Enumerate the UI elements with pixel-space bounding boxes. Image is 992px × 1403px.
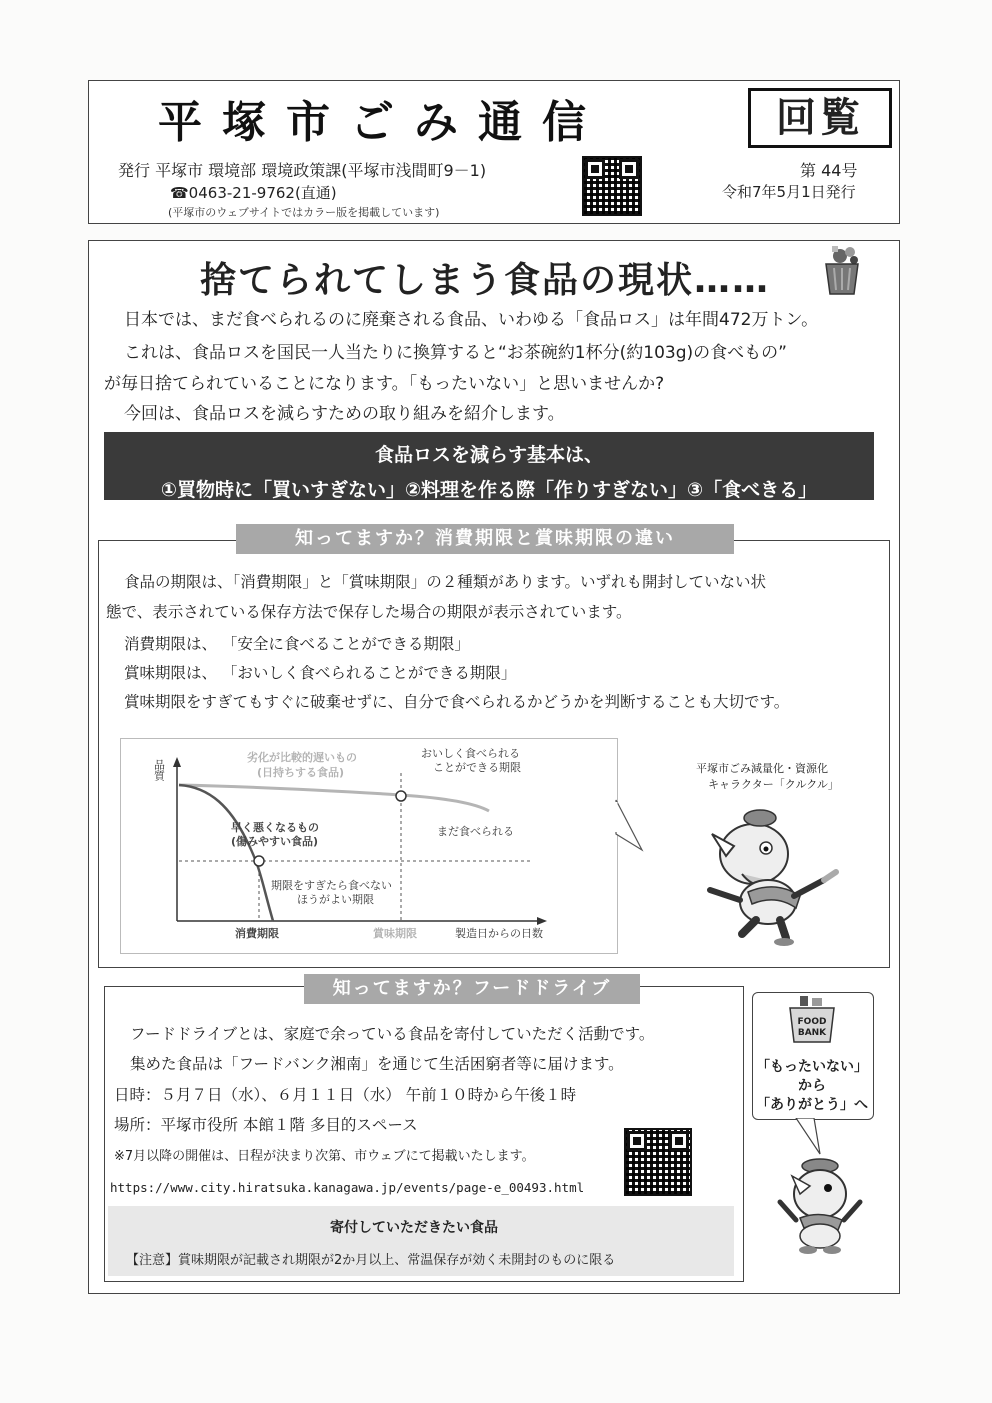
expiry-chart (120, 738, 618, 954)
character-caption: キャラクター「クルクル」 (708, 778, 839, 791)
character-caption: 平塚市ごみ減量化・資源化 (696, 762, 828, 775)
use-by-annotation: 期限をすぎたら食べない (271, 879, 392, 892)
issue-number: 第 44号 (800, 161, 858, 180)
fast-decay-series (179, 785, 273, 921)
food-bank-label: BANK (797, 1028, 827, 1038)
expiry-line: 態で、表示されている保存方法で保存した場合の期限が表示されています。 (106, 603, 632, 621)
donation-table-title: 寄付していただきたい食品 (330, 1220, 498, 1236)
slogan-line: 「もったいない」 (756, 1059, 868, 1075)
slogan-line: 「ありがとう」へ (756, 1097, 868, 1113)
x-axis-label: 製造日からの日数 (455, 927, 543, 940)
rhino-mascot-small-icon (770, 1140, 870, 1258)
phone-number: ☎0463-21-9762(直通) (170, 184, 337, 202)
intro-line: 日本では、まだ食べられるのに廃棄される食品、いわゆる「食品ロス」は年間472万トン。 (124, 310, 819, 330)
series-label-slow: 劣化が比較的遅いもの (247, 751, 357, 764)
banner-line: 食品ロスを減らす基本は、 (374, 444, 603, 466)
expiry-line: 賞味期限は、 「おいしく食べられることができる期限」 (124, 664, 517, 682)
x-tick-label: 消費期限 (235, 927, 279, 940)
newsletter-title: 平塚市ごみ通信 (158, 97, 606, 148)
slogan-line: から (798, 1078, 826, 1094)
chart-svg (121, 739, 617, 953)
expiry-line: 賞味期限をすぎてもすぐに破棄せずに、自分で食べられるかどうかを判断することも大切です。 (124, 693, 790, 711)
issue-date: 令和7年5月1日発行 (722, 183, 856, 201)
intro-line: これは、食品ロスを国民一人当たりに換算すると“お茶碗約1杯分(約103g)の食べもの” (124, 343, 787, 363)
basics-banner (104, 432, 874, 500)
qr-code-icon[interactable] (624, 1128, 692, 1196)
food-drive-line: 集めた食品は「フードバンク湘南」を通じて生活困窮者等に届けます。 (130, 1055, 624, 1073)
best-before-annotation-sub: ことができる期限 (433, 761, 521, 774)
banner-line: ①買物時に「買いすぎない」②料理を作る際「作りすぎない」③「食べきる」 (160, 479, 818, 501)
use-by-point (254, 856, 264, 866)
schedule-note: ※7月以降の開催は、日程が決まり次第、市ウェブにて掲載いたします。 (114, 1149, 535, 1164)
food-bank-box-icon (784, 994, 840, 1046)
speech-pointer (606, 790, 646, 860)
expiry-line: 食品の期限は、「消費期限」と「賞味期限」の２種類があります。いずれも開封していない状 (124, 573, 767, 591)
food-drive-line: フードドライブとは、家庭で余っている食品を寄付していただく活動です。 (130, 1025, 655, 1043)
event-url-link[interactable]: https://www.city.hiratsuka.kanagawa.jp/events/page-e_00493.html (110, 1180, 585, 1195)
intro-line: が毎日捨てられていることになります。「もったいない」と思いませんか? (104, 374, 665, 394)
use-by-annotation-sub: ほうがよい期限 (297, 893, 374, 906)
food-waste-bin-icon (818, 242, 866, 298)
intro-line: 今回は、食品ロスを減らすための取り組みを紹介します。 (124, 404, 565, 424)
best-before-point (396, 791, 406, 801)
event-place: 場所：平塚市役所 本館１階 多目的スペース (114, 1116, 418, 1134)
donation-note: 【注意】賞味期限が記載され期限が2か月以上、常温保存が効く未開封のものに限る (126, 1253, 616, 1268)
rhino-mascot-icon (676, 796, 846, 946)
x-tick-label: 賞味期限 (373, 927, 417, 940)
circulation-label: 回覧 (748, 88, 892, 148)
web-note: (平塚市のウェブサイトではカラー版を掲載しています) (168, 206, 440, 219)
food-drive-heading: 知ってますか？フードドライブ (304, 974, 640, 1004)
qr-code-icon[interactable] (582, 156, 642, 216)
series-label-fast-sub: (傷みやすい食品) (231, 835, 319, 848)
y-axis-label: 品質 (152, 759, 166, 781)
page-headline: 捨てられてしまう食品の現状…… (200, 260, 771, 301)
food-bank-label: FOOD (797, 1017, 827, 1027)
best-before-annotation: おいしく食べられる (421, 747, 520, 760)
still-edible-annotation: まだ食べられる (437, 825, 514, 838)
publisher-info: 発行 平塚市 環境部 環境政策課(平塚市浅間町9－1) (118, 161, 487, 180)
series-label-fast: 早く悪くなるもの (231, 821, 319, 834)
y-axis-arrow (173, 757, 181, 767)
event-date: 日時：５月７日（水）、６月１１日（水） 午前１０時から午後１時 (114, 1086, 577, 1104)
expiry-line: 消費期限は、 「安全に食べることができる期限」 (124, 635, 470, 653)
expiry-section-heading: 知ってますか？消費期限と賞味期限の違い (236, 524, 734, 554)
x-axis-arrow (537, 917, 547, 925)
series-label-slow-sub: (日持ちする食品) (257, 766, 345, 779)
